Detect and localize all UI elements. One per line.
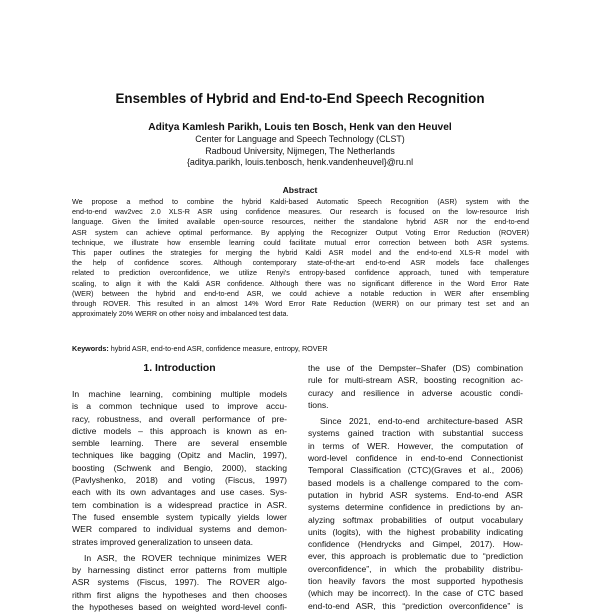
body-text-line: putation in hybrid ASR systems. End-to-end ASR [308,489,523,500]
body-text-line: semble learning. There are several ensemble [72,438,287,449]
abstract-line: (WER) between the hybrid and end-to-end ASR, we could achieve a notable reduction in WER after ensembling [72,288,529,298]
affiliation-block [0,134,600,169]
body-text-line: ever, this approach is problematic due to “prediction [308,551,523,562]
abstract-line: We propose a method to combine the hybrid Kaldi-based Automatic Speech Recognition (ASR) system with the [72,197,529,206]
body-text-line: the hypotheses based on weighted word-level confi- [72,602,287,613]
body-text-line: the use of the Dempster–Shafer (DS) combination [308,363,523,373]
body-text-line: ASR systems (Fiscus, 1997). The ROVER algo- [72,577,287,588]
body-text-line: tion heavily favors the most supported hypothesis [308,576,523,587]
body-text-line: techniques like bagging (Opitz and Maclin, 1997), [72,450,287,461]
affiliation-line: Radboud University, Nijmegen, The Netherlands [205,145,395,156]
body-text-line: WER compared to individual systems and demon- [72,524,287,535]
abstract-line: This paper outlines the strategies for merging the hybrid Kaldi ASR model and the end-to-end XLS-R model with [72,248,529,258]
body-text-line: The fused ensemble system typically yields lower [72,511,287,522]
abstract-line: technique, we illustrate how ensemble learning could facilitate mutual error correction between both ASR systems. [72,237,529,247]
abstract-line: approximately 20% WERR on other noisy and imbalanced test data. [72,309,289,319]
body-text-line: In ASR, the ROVER technique minimizes WER [84,552,287,563]
body-text-line: by harnessing distinct error patterns from multiple [72,565,287,576]
abstract-line: end-to-end wav2vec 2.0 XLS-R ASR using confidence measures. Our research is focused on the low-resource Irish [72,207,529,217]
body-text-line: confidence (Hendrycks and Gimpel, 2017). How- [308,539,523,550]
abstract-line: the help of confidence scores. Although contemporary state-of-the-art end-to-end ASR models face challenges [72,258,529,268]
abstract-line: related to prediction overconfidence, we utilize Renyi's entropy-based confidence approach, tuned with temperature [72,268,529,278]
body-text-line: word-level confidence in end-to-end Connectionist [308,453,523,464]
body-text-line: based models is a challenge compared to the com- [308,477,523,488]
body-text-line: Since 2021, end-to-end architecture-based ASR [320,416,523,427]
keywords-label: Keywords: [72,344,109,353]
body-text-line: tions. [308,399,329,410]
body-text-line: Temporal Classification (CTC)(Graves et al., 2006) [308,465,523,476]
body-text-line: end-to-end ASR, this “prediction overconfidence” is [308,600,523,611]
body-text-line: tem combination is a widespread practice in ASR. [72,499,287,510]
body-text-line: systems determine confidence in predictions by an- [308,502,523,513]
abstract-line: through ROVER. This resulted in an almost 14% Word Error Rate Reduction (WERR) on our primary test set and an [72,299,529,309]
paper-title: Ensembles of Hybrid and End-to-End Speech Recognition [115,91,485,106]
affiliation-line: Center for Language and Speech Technology (CLST) [195,134,405,144]
abstract-heading: Abstract [282,185,318,195]
body-text-line: rule for multi-stream ASR, boosting recognition ac- [308,375,523,386]
column-right [308,362,523,612]
body-text-line: alyzing softmax probabilities of output vocabulary [308,514,523,525]
body-text-line: curacy and resilience in adverse acoustic condi- [308,387,523,398]
body-text-line: rithm first aligns the hypotheses and then chooses [72,589,287,600]
keywords [72,344,328,353]
body-text-line: racy, robustness, and overall performance of pre- [72,413,287,424]
abstract-text [72,197,529,319]
section-heading-introduction: 1. Introduction [143,363,216,374]
body-text-line: (Pavlyshenko, 2018) and voting (Fiscus, 1997) [72,475,287,486]
body-text-line: strates improved generalization to unseen data. [72,536,254,547]
body-text-line: boosting (Schwenk and Bengio, 2000), stacking [72,462,287,473]
body-text-line: overconfidence”, in which the probability distribu- [308,563,523,574]
abstract-line: ASR system can achieve optimal performance. By applying the Recognizer Output Voting Error Reduction (ROVER) [72,227,529,237]
body-text-line: units (logits), with the highest probability indicating [308,526,523,537]
body-text-line: In machine learning, combining multiple models [72,389,287,399]
keywords-text: hybrid ASR, end-to-end ASR, confidence measure, entropy, ROVER [108,344,328,353]
column-left [72,360,287,613]
body-text-line: dictive models – this approach is known as en- [72,425,287,436]
body-text-line: in terms of WER. However, the computation of [308,440,523,451]
affiliation-emails: {aditya.parikh, louis.tenbosch, henk.vandenheuvel}@ru.nl [186,157,414,168]
body-text-line: each with its own advantages and use cases. Sys- [72,487,287,498]
abstract-line: language. Given the limited available open-source resources, neither the standalone hybrid ASR nor the end-to-end [72,217,529,227]
body-text-line: systems gained traction with substantial success [308,428,523,439]
abstract-line: scaling, to align it with the Kaldi ASR confidence. Although there was no significant difference in the Word Error Rate [72,278,529,288]
body-text-line: is a common technique used to improve accu- [72,401,287,412]
paper-authors: Aditya Kamlesh Parikh, Louis ten Bosch, Henk van den Heuvel [148,122,452,133]
body-text-line: (which may be incorrect). In the case of CTC based [308,588,523,599]
